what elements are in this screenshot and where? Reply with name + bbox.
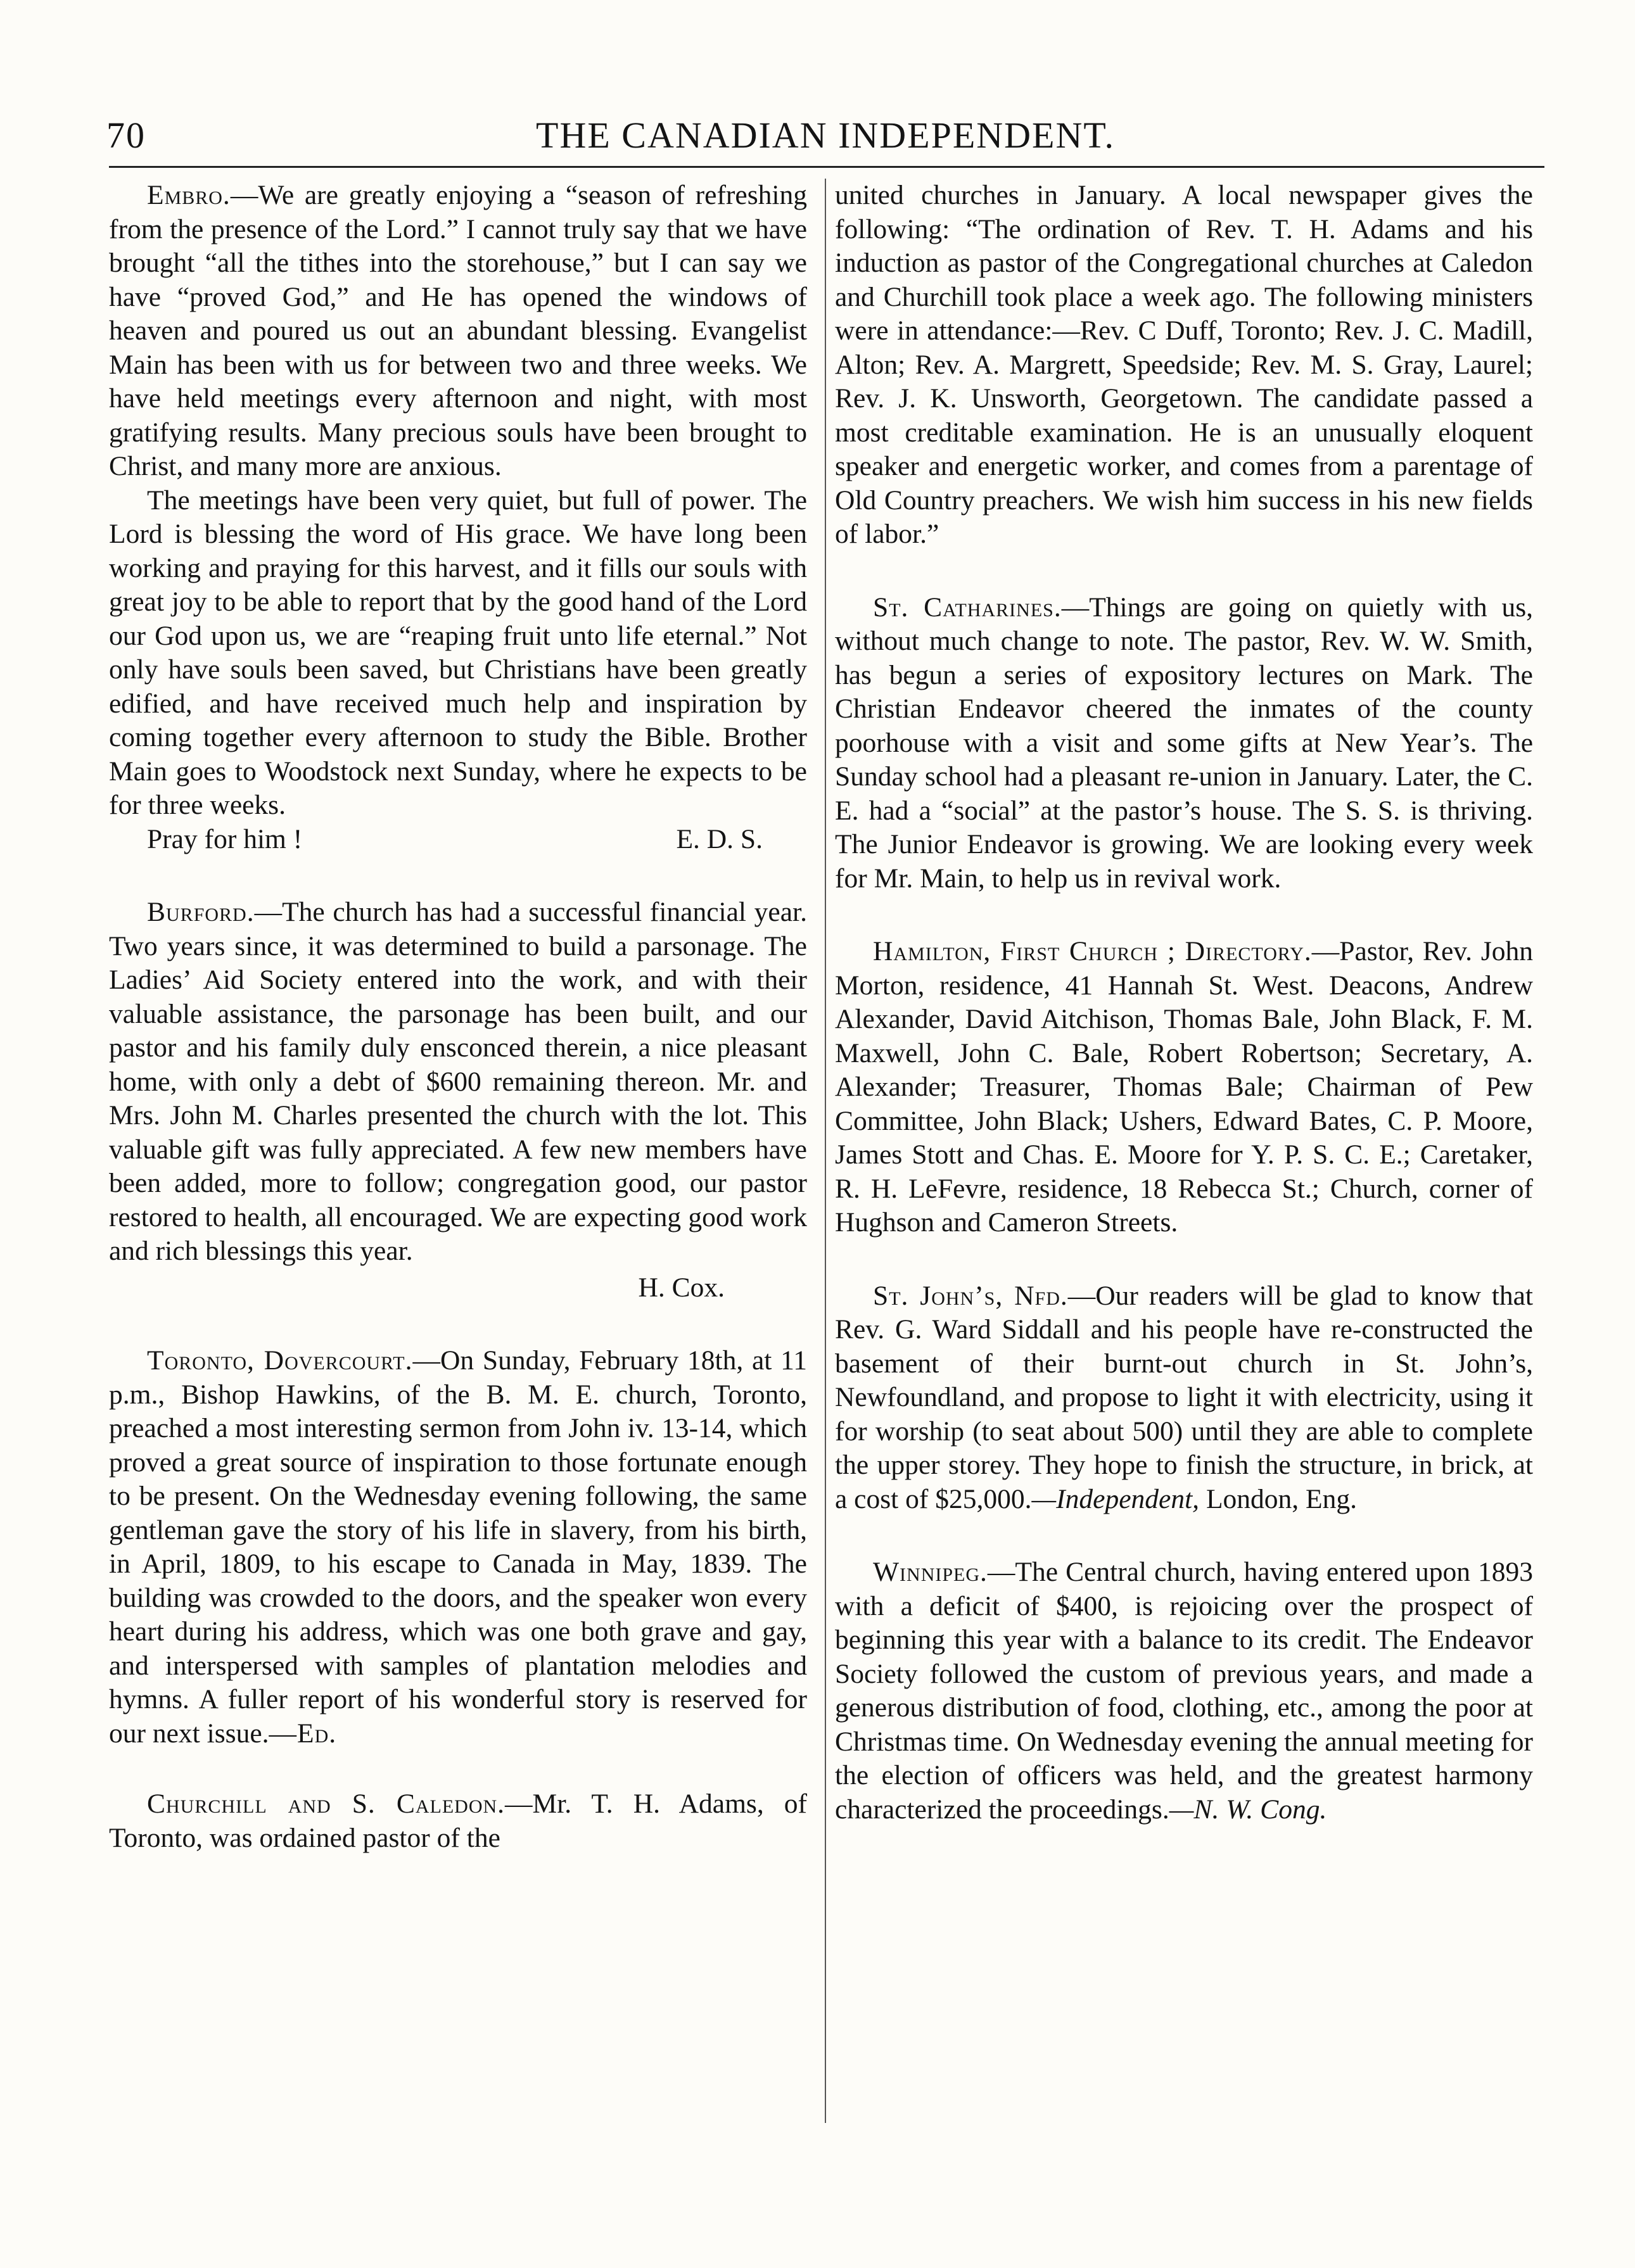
article-text: —The Central church, having entered upon 1893 with a deficit of $400, is rejoicing over the prospect of beginning this year with a balance to its credit. The Endeavor Society followed the custom of previous years, and made a generous distribution of food, clothing, etc., among the poor at Christmas time. On Wednesday evening the annual meeting for the election of officers was held, and the greatest harmony characterized the proceedings. (835, 1557, 1533, 1825)
article-text: —The church has had a successful financial year. Two years since, it was determined to build a parsonage. The Ladies’ Aid Society entered into the work, and with their valuable assistance, the parsonage has been built, and our pastor and his family duly ensconced therein, a nice pleasant home, with only a debt of $600 remaining thereon. Mr. and Mrs. John M. Charles presented the church with the lot. This valuable gift was fully appreciated. A few new members have been added, more to follow; congregation good, our pastor restored to health, all encouraged. We are expecting good work and rich blessings this year. (109, 897, 807, 1266)
article-text: —Mr. T. H. Adams, of Toronto, was ordained pastor of the (109, 1789, 807, 1853)
article-text: —Pastor, Rev. John Morton, residence, 41 Hannah St. West. Deacons, Andrew Alexander, David Aitchison, Thomas Bale, John Black, F. M. Maxwell, John C. Bale, Robert Robertson; Secretary, A. Alexander; Treasurer, Thomas Bale; Chairman of Pew Committee, John Black; Ushers, Edward Bates, C. P. Moore, James Stott and Chas. E. Moore for Y. P. S. C. E.; Caretaker, R. H. LeFevre, residence, 18 Rebecca St.; Church, corner of Hughson and Cameron Streets. (835, 936, 1533, 1238)
page-header (106, 114, 1544, 165)
article-text: —We are greatly enjoying a “season of refreshing from the presence of the Lord.” I cannot truly say that we have brought “all the tithes into the storehouse,” but I can say we have “proved God,” and He has opened the windows of heaven and poured us out an abundant blessing. Evangelist Main has been with us for between two and three weeks. We have held meetings every afternoon and night, with most gratifying results. Many precious souls have been brought to Christ, and many more are anxious. (109, 180, 807, 481)
article-heading: Toronto, Dovercourt. (147, 1345, 413, 1376)
article-text: —On Sunday, February 18th, at 11 p.m., Bishop Hawkins, of the B. M. E. church, Toronto, preached a most interesting sermon from John iv. 13-14, which proved a great source of inspiration to those fortunate enough to be present. On the Wednesday evening following, the same gentleman gave the story of his life in slavery, from his birth, in April, 1809, to his escape to Canada in May, 1839. The building was crowded to the doors, and the speaker won every heart during his address, which was one both grave and gay, and interspersed with samples of plantation melodies and hymns. A fuller report of his wonderful story is reserved for our next issue. (109, 1345, 807, 1749)
page-number: 70 (106, 115, 146, 156)
article-heading: St. John’s, Nfd. (873, 1280, 1068, 1311)
article-st-catharines (835, 591, 1533, 896)
header-rule (109, 166, 1544, 168)
article-text: united churches in January. A local newspaper gives the following: “The ordination of Rev. T. H. Adams and his induction as pastor of the Congregational churches at Caledon and Churchill took place a week ago. The following ministers were in attendance:—Rev. C Duff, Toronto; Rev. J. C. Madill, Alton; Rev. A. Margrett, Speedside; Rev. M. S. Gray, Laurel; Rev. J. K. Unsworth, Georgetown. The candidate passed a most creditable examination. He is an unusually eloquent speaker and energetic worker, and comes from a parentage of Old Country preachers. We wish him success in his new fields of labor.” (835, 180, 1533, 549)
article-text-tail: London, Eng. (1199, 1483, 1357, 1514)
article-closing: Pray for him ! (147, 823, 303, 854)
article-source: —Independent, (1031, 1483, 1200, 1514)
article-text: —Things are going on quietly with us, without much change to note. The pastor, Rev. W. W. Smith, has begun a series of expository lectures on Mark. The Christian Endeavor cheered the inmates of the county poorhouse with a visit and some gifts at New Year’s. The Sunday school had a pleasant re-union in January. Later, the C. E. had a “social” at the pastor’s house. The S. S. is thriving. The Junior Endeavor is growing. We are looking every week for Mr. Main, to help us in revival work. (835, 592, 1533, 894)
article-churchill-continued (835, 179, 1533, 552)
article-heading: Hamilton, First Church ; Directory. (873, 936, 1312, 966)
editor-credit: —Ed. (269, 1718, 337, 1749)
article-burford (109, 896, 807, 1305)
article-toronto-dovercourt (109, 1344, 807, 1751)
article-text: —Our readers will be glad to know that Rev. G. Ward Siddall and his people have re-constructed the basement of their burnt-out church in St. John’s, Newfoundland, and propose to light it with electricity, using it for worship (to seat about 500) until they are able to complete the upper storey. They hope to finish the structure, in brick, at a cost of $25,000. (835, 1280, 1533, 1514)
article-signature: H. Cox. (638, 1272, 725, 1303)
left-column (109, 179, 807, 1855)
article-heading: Embro. (147, 180, 231, 210)
article-embro (109, 179, 807, 856)
publication-title: THE CANADIAN INDEPENDENT. (536, 115, 1115, 156)
article-text: The meetings have been very quiet, but full of power. The Lord is blessing the word of His grace. We have long been working and praying for this harvest, and it fills our souls with great joy to be able to report that by the good hand of the Lord our God upon us, we are “reaping fruit unto life eternal.” Not only have souls been saved, but Christians have been greatly edified, and have received much help and inspiration by coming together every afternoon to study the Bible. Brother Main goes to Woodstock next Sunday, where he expects to be for three weeks. (109, 485, 807, 820)
right-column (835, 179, 1533, 1827)
article-winnipeg (835, 1555, 1533, 1827)
article-st-johns (835, 1279, 1533, 1517)
article-signature: E. D. S. (676, 823, 763, 854)
article-heading: Churchill and S. Caledon. (147, 1789, 506, 1819)
article-hamilton (835, 935, 1533, 1240)
article-source: —N. W. Cong. (1169, 1794, 1327, 1825)
column-divider (825, 179, 826, 2123)
article-heading: St. Catharines. (873, 592, 1062, 623)
article-heading: Burford. (147, 897, 255, 927)
article-heading: Winnipeg. (873, 1557, 988, 1587)
article-churchill (109, 1787, 807, 1855)
